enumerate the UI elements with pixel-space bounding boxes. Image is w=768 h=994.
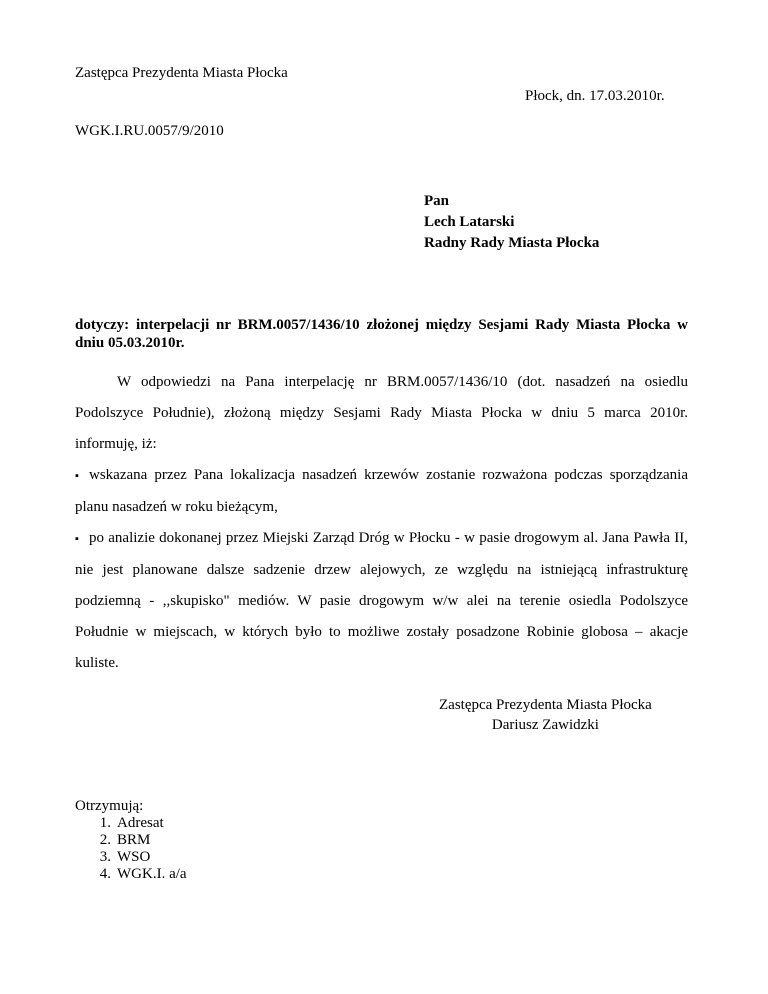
bullet-icon: ▪ [75,533,79,545]
list-item [75,832,187,849]
bullet-paragraph [75,523,688,679]
recipients-heading: Otrzymują: [75,798,144,814]
addressee-name: Lech Latarski [424,214,515,230]
reference-number: WGK.I.RU.0057/9/2010 [75,123,224,139]
subject-line: dotyczy: interpelacji nr BRM.0057/1436/10 złożonej między Sesjami Rady Miasta Płocka w dniu 05.03.2010r. [75,317,688,351]
list-number: 3. [99,849,111,865]
list-item [75,866,187,883]
list-number: 4. [99,866,111,882]
signature-title: Zastępca Prezydenta Miasta Płocka [439,697,652,713]
list-number: 2. [99,832,111,848]
bullet-text: po analizie dokonanej przez Miejski Zarząd Dróg w Płocku - w pasie drogowym al. Jana Pawła II, nie jest planowane dalsze sadzenie drzew alejowych, ze względu na istniejącą infrastrukturę podziemną - ,,skupisko" mediów. W pasie drogowym w/w alei na terenie osiedla Podolszyce Południe w miejscach, w których było to możliwe zostały posadzone Robinie globosa – akacje kuliste. [75,530,688,671]
list-label: WGK.I. a/a [117,866,187,882]
intro-paragraph: W odpowiedzi na Pana interpelację nr BRM.0057/1436/10 (dot. nasadzeń na osiedlu Podolszyce Południe), złożoną między Sesjami Rady Miasta Płocka w dniu 5 marca 2010r. informuję, iż: [75,374,688,452]
list-label: Adresat [117,815,164,831]
list-label: WSO [117,849,151,865]
recipients-list [75,815,187,883]
addressee-block [424,191,599,254]
signature-name: Dariusz Zawidzki [491,717,599,733]
addressee-salutation: Pan [424,193,450,209]
list-item [75,849,187,866]
place-date: Płock, dn. 17.03.2010r. [525,88,665,104]
addressee-title: Radny Rady Miasta Płocka [424,235,600,251]
recipients-block [75,798,187,883]
sender-line: Zastępca Prezydenta Miasta Płocka [75,65,288,81]
bullet-paragraph [75,460,688,523]
list-label: BRM [117,832,151,848]
signature-block [439,695,652,735]
list-item [75,815,187,832]
list-number: 1. [99,815,111,831]
letter-body [75,367,688,679]
bullet-text: wskazana przez Pana lokalizacja nasadzeń krzewów zostanie rozważona podczas sporządzania planu nasadzeń w roku bieżącym, [75,467,688,515]
bullet-icon: ▪ [75,470,79,482]
